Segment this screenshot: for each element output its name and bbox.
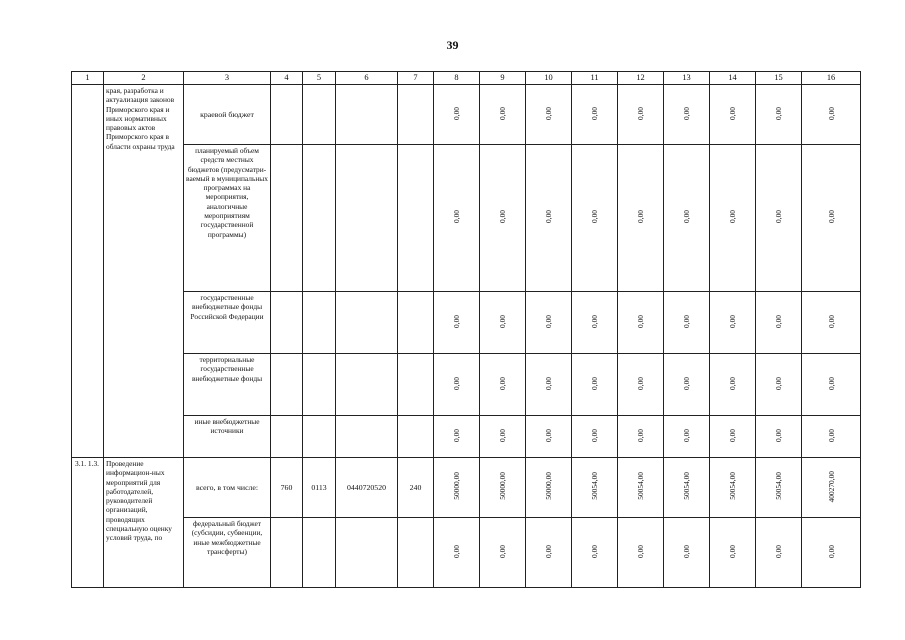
amount-cell [802, 518, 861, 588]
amount-cell [434, 85, 480, 145]
amount-value: 0,00 [774, 210, 783, 224]
amount-value: 0,00 [728, 544, 737, 558]
column-number: 6 [336, 72, 398, 85]
column-number: 9 [480, 72, 526, 85]
amount-cell [618, 354, 664, 416]
code-cell [271, 145, 303, 292]
amount-cell [802, 458, 861, 518]
amount-value: 0,00 [682, 106, 691, 120]
code-cell [271, 518, 303, 588]
amount-cell [572, 145, 618, 292]
code-cell [398, 416, 434, 458]
amount-cell [526, 416, 572, 458]
amount-value: 0,00 [498, 428, 507, 442]
amount-cell [572, 458, 618, 518]
amount-value: 0,00 [544, 544, 553, 558]
amount-value: 0,00 [682, 376, 691, 390]
amount-cell [480, 145, 526, 292]
amount-value: 0,00 [774, 376, 783, 390]
amount-value: 0,00 [728, 376, 737, 390]
amount-cell [756, 518, 802, 588]
column-number: 2 [104, 72, 184, 85]
amount-value: 0,00 [826, 544, 836, 558]
amount-value: 0,00 [498, 544, 507, 558]
code-cell: 0113 [303, 458, 336, 518]
budget-table [71, 71, 861, 588]
amount-value: 50054,00 [728, 472, 737, 501]
table-row [72, 416, 861, 458]
funding-source: планируемый объем средств местных бюджетов (предусматри-ваемый в муниципальных программах на мероприятия, аналогичные мероприятиям государственной программы) [184, 145, 271, 292]
amount-cell [434, 292, 480, 354]
amount-cell [756, 145, 802, 292]
code-cell [271, 85, 303, 145]
amount-cell [756, 354, 802, 416]
amount-value: 0,00 [544, 314, 553, 328]
amount-value: 0,00 [636, 314, 645, 328]
table-row [72, 145, 861, 292]
amount-cell [434, 518, 480, 588]
amount-cell [572, 416, 618, 458]
code-cell [336, 292, 398, 354]
amount-value: 0,00 [452, 428, 461, 442]
column-number: 3 [184, 72, 271, 85]
amount-value: 50000,00 [452, 472, 461, 501]
amount-cell [618, 458, 664, 518]
code-cell [336, 354, 398, 416]
amount-cell [710, 292, 756, 354]
amount-value: 0,00 [682, 314, 691, 328]
amount-cell [756, 416, 802, 458]
table-row [72, 354, 861, 416]
column-number: 16 [802, 72, 861, 85]
amount-value: 0,00 [682, 428, 691, 442]
amount-cell [618, 292, 664, 354]
item-description: Проведение информацион-ных мероприятий для работодателей, руководителей организаций, проводящих специальную оценку условий труда, по [104, 458, 184, 588]
code-cell [398, 354, 434, 416]
amount-value: 50054,00 [682, 472, 691, 501]
column-number: 10 [526, 72, 572, 85]
amount-cell [802, 354, 861, 416]
amount-value: 0,00 [728, 210, 737, 224]
amount-value: 50000,00 [498, 472, 507, 501]
amount-cell [526, 518, 572, 588]
amount-cell [618, 85, 664, 145]
item-number-cell [72, 85, 104, 458]
column-number: 13 [664, 72, 710, 85]
item-number: 3.1. 1.3. [72, 458, 104, 588]
code-cell [336, 145, 398, 292]
amount-value: 0,00 [590, 544, 599, 558]
amount-cell [618, 518, 664, 588]
column-number: 5 [303, 72, 336, 85]
table-row [72, 292, 861, 354]
amount-cell [434, 416, 480, 458]
amount-cell [664, 354, 710, 416]
code-cell [398, 518, 434, 588]
funding-source: всего, в том числе: [184, 458, 271, 518]
column-number: 7 [398, 72, 434, 85]
funding-source: территориальные государственные внебюджетные фонды [184, 354, 271, 416]
column-number: 4 [271, 72, 303, 85]
column-number: 1 [72, 72, 104, 85]
amount-value: 0,00 [636, 210, 645, 224]
amount-value: 400270,00 [826, 470, 836, 503]
amount-value: 0,00 [774, 314, 783, 328]
column-number: 14 [710, 72, 756, 85]
amount-value: 0,00 [544, 376, 553, 390]
code-cell [303, 518, 336, 588]
column-number: 8 [434, 72, 480, 85]
table-row [72, 518, 861, 588]
amount-cell [710, 145, 756, 292]
code-cell [336, 416, 398, 458]
column-number-row [72, 72, 861, 85]
amount-value: 0,00 [636, 106, 645, 120]
amount-cell [480, 292, 526, 354]
amount-cell [434, 458, 480, 518]
amount-cell [664, 518, 710, 588]
amount-value: 0,00 [452, 376, 461, 390]
amount-value: 0,00 [636, 428, 645, 442]
page-number: 39 [446, 38, 459, 52]
amount-value: 0,00 [728, 106, 737, 120]
amount-cell [434, 354, 480, 416]
code-cell [271, 416, 303, 458]
code-cell [398, 292, 434, 354]
amount-cell [756, 85, 802, 145]
amount-value: 0,00 [498, 376, 507, 390]
amount-cell [710, 518, 756, 588]
amount-value: 0,00 [774, 106, 783, 120]
amount-value: 0,00 [728, 428, 737, 442]
table-row [72, 85, 861, 145]
amount-cell [710, 458, 756, 518]
code-cell [398, 145, 434, 292]
amount-cell [480, 458, 526, 518]
amount-cell [480, 354, 526, 416]
amount-value: 0,00 [774, 544, 783, 558]
amount-value: 0,00 [826, 428, 836, 442]
amount-cell [480, 518, 526, 588]
amount-cell [664, 145, 710, 292]
funding-source: государственные внебюджетные фонды Российской Федерации [184, 292, 271, 354]
amount-value: 0,00 [498, 314, 507, 328]
amount-cell [802, 416, 861, 458]
amount-value: 0,00 [544, 428, 553, 442]
amount-cell [526, 354, 572, 416]
code-cell [303, 354, 336, 416]
amount-value: 0,00 [452, 314, 461, 328]
amount-cell [618, 416, 664, 458]
amount-cell [710, 354, 756, 416]
amount-cell [618, 145, 664, 292]
code-cell [336, 518, 398, 588]
amount-cell [664, 416, 710, 458]
code-cell: 760 [271, 458, 303, 518]
amount-cell [664, 292, 710, 354]
amount-cell [710, 85, 756, 145]
funding-source: федеральный бюджет (субсидии, субвенции, иные межбюджетные трансферты) [184, 518, 271, 588]
amount-cell [480, 85, 526, 145]
amount-value: 0,00 [826, 106, 836, 120]
amount-cell [664, 458, 710, 518]
amount-cell [526, 292, 572, 354]
code-cell: 0440720520 [336, 458, 398, 518]
code-cell [303, 416, 336, 458]
funding-source: краевой бюджет [184, 85, 271, 145]
amount-value: 0,00 [826, 376, 836, 390]
code-cell [271, 354, 303, 416]
code-cell [303, 145, 336, 292]
amount-value: 0,00 [452, 106, 461, 120]
amount-value: 0,00 [590, 210, 599, 224]
amount-value: 50054,00 [774, 472, 783, 501]
amount-cell [664, 85, 710, 145]
amount-value: 0,00 [452, 210, 461, 224]
amount-cell [756, 292, 802, 354]
amount-value: 50054,00 [590, 472, 599, 501]
code-cell [303, 292, 336, 354]
amount-value: 50054,00 [636, 472, 645, 501]
table-row [72, 458, 861, 518]
amount-value: 0,00 [452, 544, 461, 558]
column-number: 11 [572, 72, 618, 85]
amount-value: 0,00 [590, 106, 599, 120]
amount-value: 0,00 [636, 376, 645, 390]
amount-cell [480, 416, 526, 458]
amount-value: 0,00 [590, 376, 599, 390]
amount-cell [572, 85, 618, 145]
amount-cell [526, 458, 572, 518]
amount-value: 0,00 [826, 210, 836, 224]
amount-value: 0,00 [498, 210, 507, 224]
code-cell [336, 85, 398, 145]
code-cell [398, 85, 434, 145]
item-description: края, разработка и актуализация законов Приморского края и иных нормативных правовых актов Приморского края в области охраны труда [104, 85, 184, 458]
amount-cell [434, 145, 480, 292]
code-cell [271, 292, 303, 354]
amount-value: 0,00 [636, 544, 645, 558]
amount-value: 0,00 [682, 210, 691, 224]
amount-value: 0,00 [544, 106, 553, 120]
amount-value: 0,00 [590, 314, 599, 328]
column-number: 15 [756, 72, 802, 85]
amount-cell [710, 416, 756, 458]
amount-value: 0,00 [826, 314, 836, 328]
amount-cell [526, 85, 572, 145]
column-number: 12 [618, 72, 664, 85]
amount-value: 0,00 [590, 428, 599, 442]
funding-source: иные внебюджетные источники [184, 416, 271, 458]
amount-cell [572, 518, 618, 588]
amount-value: 50000,00 [544, 472, 553, 501]
amount-cell [756, 458, 802, 518]
code-cell: 240 [398, 458, 434, 518]
amount-cell [802, 292, 861, 354]
amount-value: 0,00 [774, 428, 783, 442]
amount-value: 0,00 [682, 544, 691, 558]
amount-value: 0,00 [544, 210, 553, 224]
amount-value: 0,00 [728, 314, 737, 328]
amount-cell [526, 145, 572, 292]
amount-cell [802, 145, 861, 292]
amount-cell [572, 354, 618, 416]
amount-cell [572, 292, 618, 354]
amount-cell [802, 85, 861, 145]
amount-value: 0,00 [498, 106, 507, 120]
code-cell [303, 85, 336, 145]
